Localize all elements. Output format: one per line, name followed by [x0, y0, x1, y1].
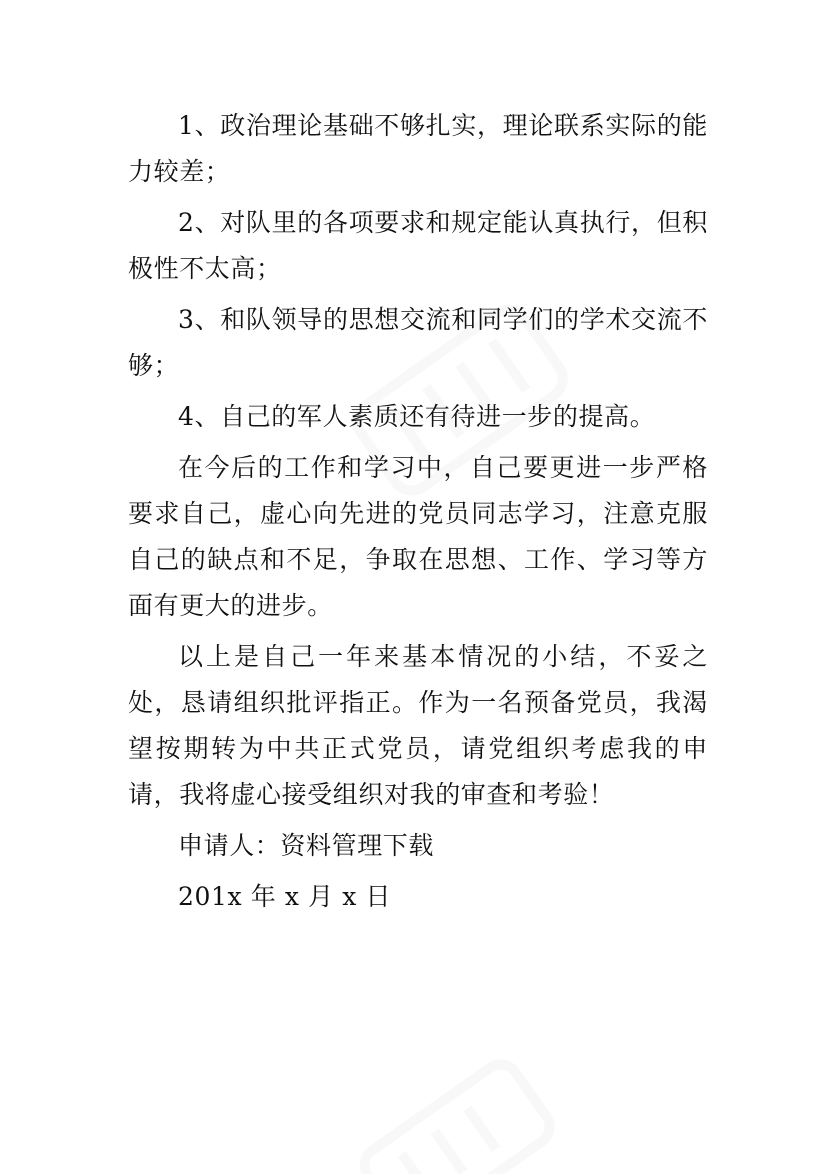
- document-body: [128, 103, 708, 925]
- date-line: 201x 年 x 月 x 日: [178, 882, 392, 911]
- list-item-3: 3、和队领导的思想交流和同学们的学术交流不够；: [128, 305, 708, 380]
- list-item-4: 4、自己的军人素质还有待进一步的提高。: [178, 402, 656, 431]
- watermark-graphic: [350, 1040, 570, 1174]
- paragraph-conclusion: 以上是自己一年来基本情况的小结，不妥之处，恳请组织批评指正。作为一名预备党员，我渴望按期转为中共正式党员，请党组织考虑我的申请，我将虚心接受组织对我的审查和考验！: [128, 642, 708, 809]
- list-item-2: 2、对队里的各项要求和规定能认真执行，但积极性不太高；: [128, 208, 708, 283]
- signature-line: 申请人：资料管理下载: [178, 831, 435, 860]
- list-item-1: 1、政治理论基础不够扎实，理论联系实际的能力较差；: [128, 111, 708, 186]
- paragraph-future-plan: 在今后的工作和学习中，自己要更进一步严格要求自己，虚心向先进的党员同志学习，注意克服自己的缺点和不足，争取在思想、工作、学习等方面有更大的进步。: [128, 453, 708, 620]
